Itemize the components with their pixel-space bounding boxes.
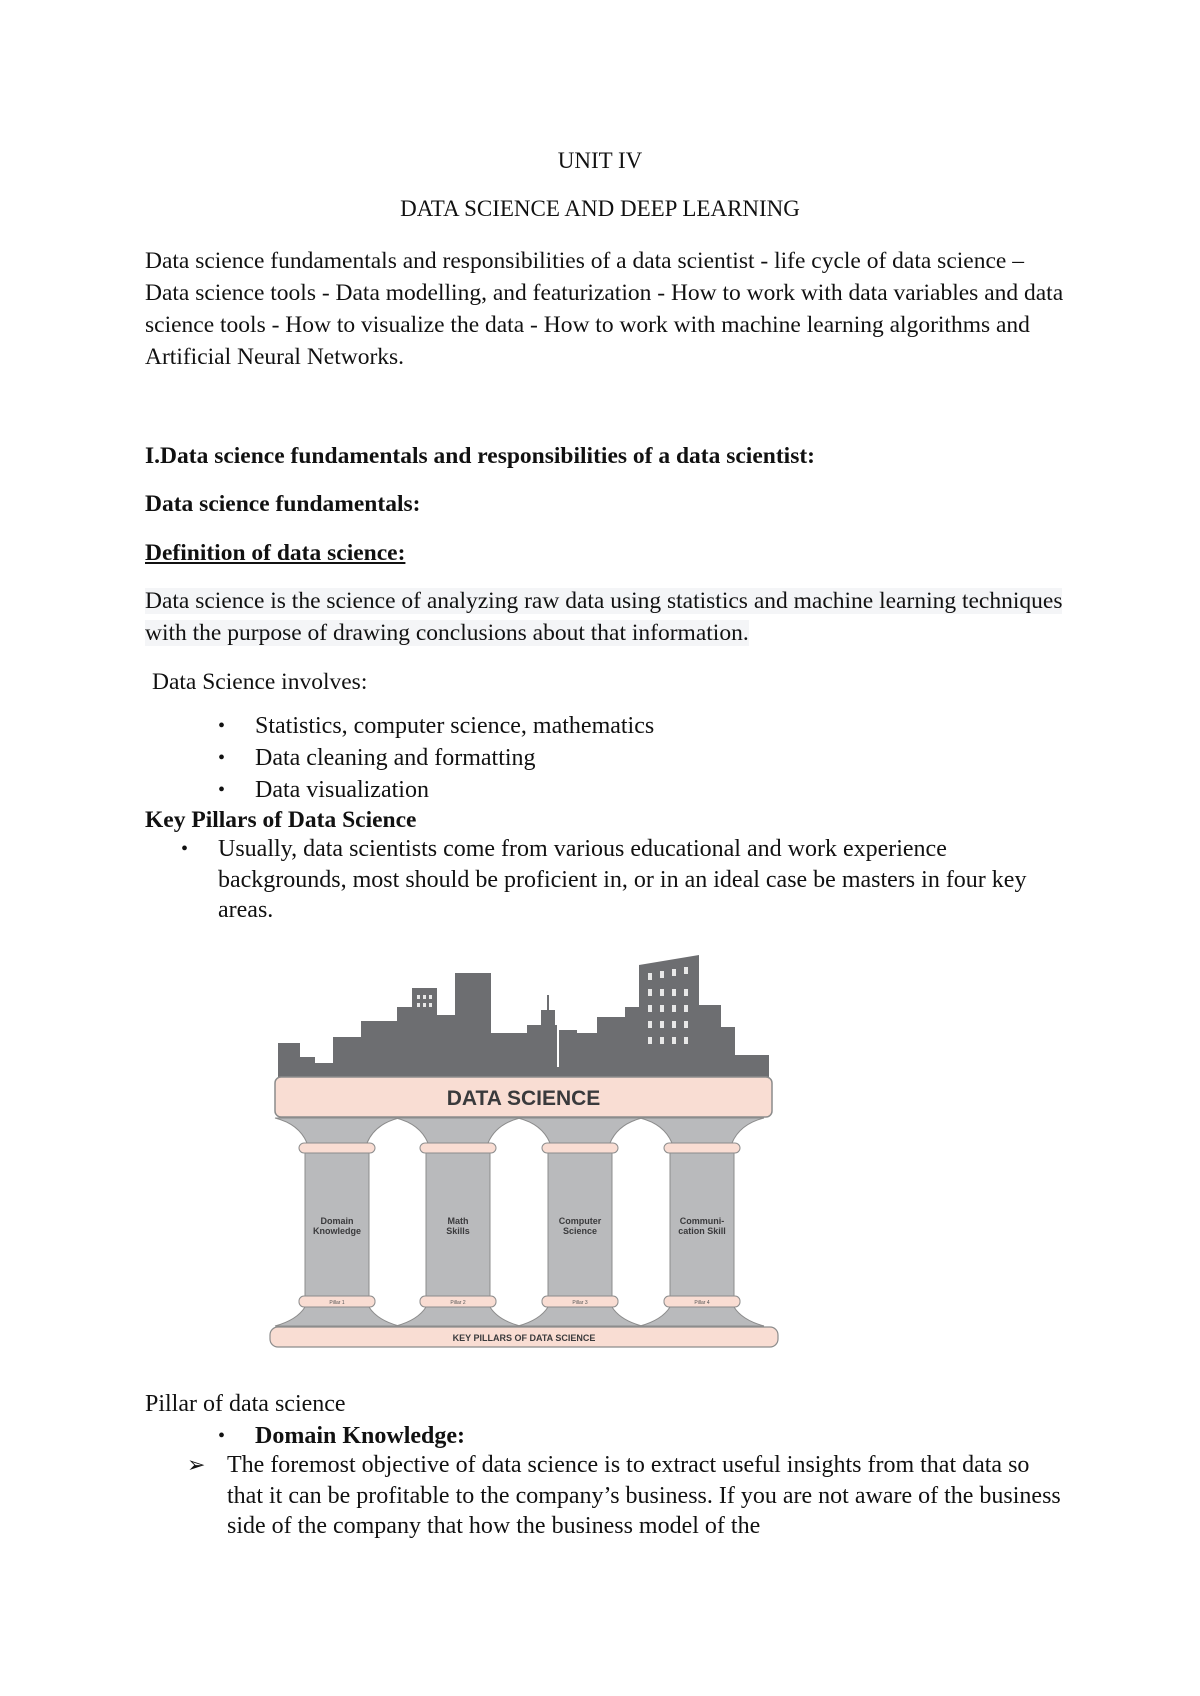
domain-knowledge-heading: • Domain Knowledge:: [255, 1420, 465, 1452]
pillar-base: [518, 1307, 642, 1326]
pillar-collar: [420, 1143, 496, 1153]
pillar-label: Computer: [558, 1216, 602, 1226]
involves-intro: Data Science involves:: [152, 669, 368, 695]
pillar-label: Math: [447, 1216, 469, 1226]
unit-label: UNIT IV: [557, 148, 643, 173]
bullet-icon: •: [218, 747, 226, 769]
list-item: • Data visualization: [255, 774, 1055, 806]
pillar-tag: Pillar 2: [450, 1300, 466, 1306]
pillars-group: [275, 1118, 764, 1326]
bullet-icon: •: [218, 1425, 226, 1447]
pillar-collar: [299, 1143, 375, 1153]
key-pillars-figure: [265, 955, 785, 1355]
pillar-capital: [275, 1118, 399, 1143]
pillar-capital: [396, 1118, 520, 1143]
subheading-fundamentals: Data science fundamentals:: [145, 491, 421, 517]
pillar-intro: Pillar of data science: [145, 1391, 346, 1417]
definition-text: Data science is the science of analyzing raw data using statistics and machine learning techniques with the purpose of drawing conclusions about that information.: [145, 588, 1063, 646]
arrow-bullet-icon: ➢: [187, 1452, 206, 1477]
list-item: • Statistics, computer science, mathematics: [255, 710, 1055, 742]
involves-list: [218, 710, 1055, 806]
syllabus-paragraph: Data science fundamentals and responsibilities of a data scientist - life cycle of data science – Data science tools - Data modelling, and featurization - How to work with data variables and data science tools - How to visualize the data - How to work with machine learning algorithms and Artificial Neural Networks.: [145, 248, 1064, 370]
pillar-capital: [518, 1118, 642, 1143]
city-skyline: [278, 955, 769, 1077]
domain-knowledge-text: ➢ The foremost objective of data science is to extract useful insights from that data so that it can be profitable to the company’s business. If you are not aware of the business side of the company that how the business model of the: [187, 1452, 1061, 1539]
pillar-base: [396, 1307, 520, 1326]
bullet-icon: •: [181, 838, 189, 860]
base-label: KEY PILLARS OF DATA SCIENCE: [452, 1333, 596, 1343]
list-item: • Data cleaning and formatting: [255, 742, 1055, 774]
pillar-label: cation Skill: [678, 1226, 726, 1236]
pillars-heading: Key Pillars of Data Science: [145, 807, 417, 833]
pillar-label: Knowledge: [312, 1226, 362, 1236]
definition-heading: Definition of data science:: [145, 540, 406, 566]
pillar-capital: [640, 1118, 764, 1143]
definition-paragraph: [145, 585, 1065, 649]
banner-label: DATA SCIENCE: [446, 1087, 601, 1110]
section-heading: I.Data science fundamentals and responsibilities of a data scientist:: [145, 443, 815, 469]
pillar-label: Communi-: [679, 1216, 725, 1226]
pillar-base: [640, 1307, 764, 1326]
bullet-icon: •: [218, 715, 226, 737]
page-title: DATA SCIENCE AND DEEP LEARNING: [400, 196, 800, 221]
bullet-icon: •: [218, 779, 226, 801]
pillar-collar: [664, 1143, 740, 1153]
pillar-label: Skills: [446, 1226, 470, 1236]
pillar-tag: Pillar 1: [329, 1300, 345, 1306]
pillars-bullet: • Usually, data scientists come from various educational and work experience backgrounds, most should be proficient in, or in an ideal case be masters in four key areas.: [181, 836, 1027, 923]
pillar-tag: Pillar 4: [694, 1300, 710, 1306]
pillar-collar: [542, 1143, 618, 1153]
pillar-base: [275, 1307, 399, 1326]
pillar-tag: Pillar 3: [572, 1300, 588, 1306]
pillar-label: Domain: [320, 1216, 354, 1226]
pillar-label: Science: [562, 1226, 598, 1236]
